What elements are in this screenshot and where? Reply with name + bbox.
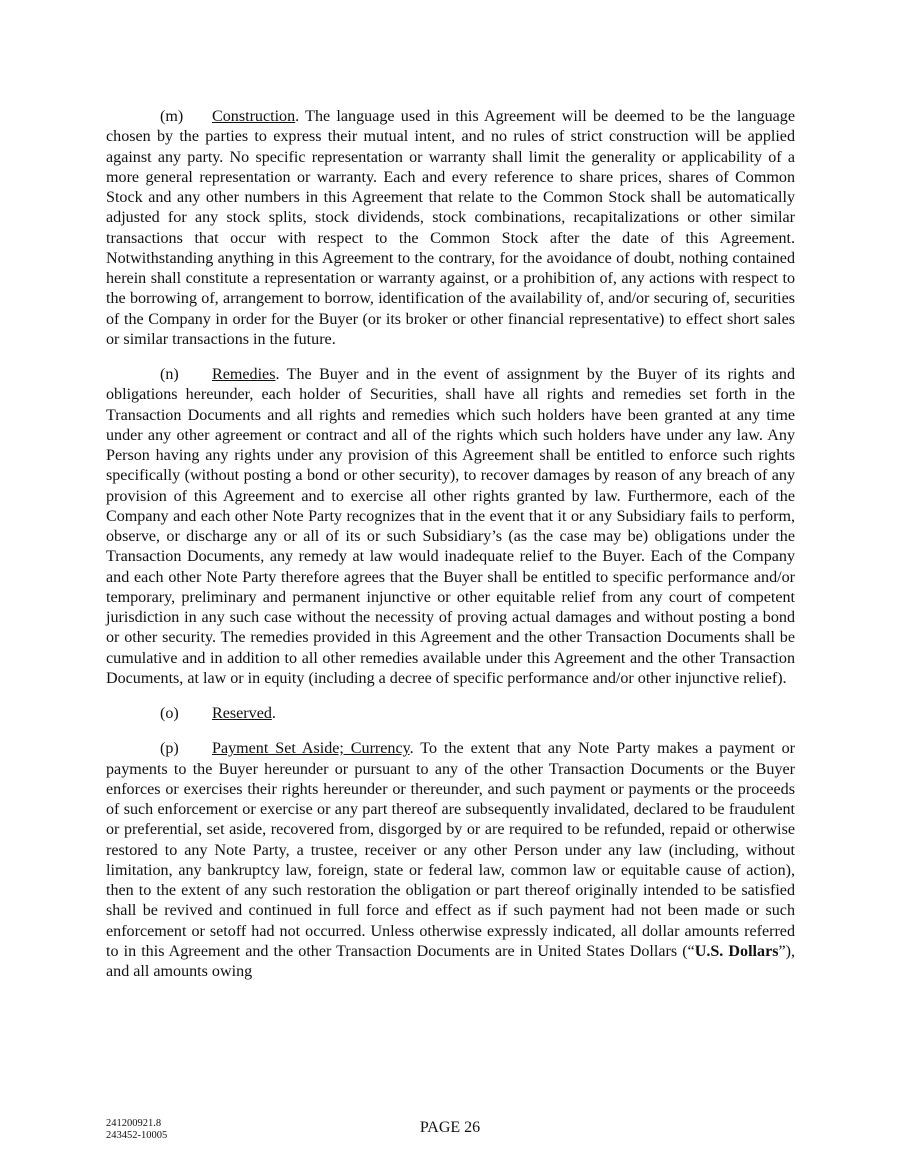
section-m (106, 107, 795, 350)
section-p (106, 739, 795, 982)
section-body: . The Buyer and in the event of assignment by the Buyer of its rights and obligations hereunder, each holder of Securities, shall have all rights and remedies set forth in the Transaction Documents and all rights and remedies which such holders have been granted at any time under any other agreement or contract and all of the rights which such holders have under any law. Any Person having any rights under any provision of this Agreement shall be entitled to enforce such rights specifically (without posting a bond or other security), to recover damages by reason of any breach of any provision of this Agreement and to exercise all other rights granted by law. Furthermore, each of the Company and each other Note Party recognizes that in the event that it or any Subsidiary fails to perform, observe, or discharge any or all of its or such Subsidiary’s (as the case may be) obligations under the Transaction Documents, any remedy at law would inadequate relief to the Buyer. Each of the Company and each other Note Party therefore agrees that the Buyer shall be entitled to specific performance and/or temporary, preliminary and permanent injunctive or other equitable relief from any court of competent jurisdiction in any such case without the necessity of proving actual damages and without posting a bond or other security. The remedies provided in this Agreement and the other Transaction Documents shall be cumulative and in addition to all other remedies available under this Agreement and the other Transaction Documents, at law or in equity (including a decree of specific performance and/or other injunctive relief). (106, 366, 795, 687)
section-n (106, 365, 795, 689)
section-number: (m) (160, 108, 184, 125)
section-body: . To the extent that any Note Party makes a payment or payments to the Buyer hereunder or pursuant to any of the other Transaction Documents or the Buyer enforces or exercises their rights hereunder or thereunder, and such payment or payments or the proceeds of such enforcement or exercise or any part thereof are subsequently invalidated, declared to be fraudulent or preferential, set aside, recovered from, disgorged by or are required to be refunded, repaid or otherwise restored to any Note Party, a trustee, receiver or any other Person under any law (including, without limitation, any bankruptcy law, foreign, state or federal law, common law or equitable cause of action), then to the extent of any such restoration the obligation or part thereof originally intended to be satisfied shall be revived and continued in full force and effect as if such payment had not been made or such enforcement or setoff had not occurred. Unless otherwise expressly indicated, all dollar amounts referred to in this Agreement and the other Transaction Documents are in United States Dollars (“ (106, 740, 796, 960)
section-heading: Construction (212, 108, 296, 125)
document-page (106, 107, 795, 997)
section-body: . The language used in this Agreement will be deemed to be the language chosen by the parties to express their mutual intent, and no rules of strict construction will be applied against any party. No specific representation or warranty shall limit the generality or applicability of a more general representation or warranty. Each and every reference to share prices, shares of Common Stock and any other numbers in this Agreement that relate to the Common Stock shall be automatically adjusted for any stock splits, stock dividends, stock combinations, recapitalizations or other similar transactions that occur with respect to the Common Stock after the date of this Agreement. Notwithstanding anything in this Agreement to the contrary, for the avoidance of doubt, nothing contained herein shall constitute a representation or warranty against, or a prohibition of, any actions with respect to the borrowing of, arrangement to borrow, identification of the availability of, and/or securing of, securities of the Company in order for the Buyer (or its broker or other financial representative) to effect short sales or similar transactions in the future. (106, 108, 795, 348)
section-o (106, 704, 795, 724)
section-body: . (271, 705, 276, 722)
section-number: (n) (160, 366, 179, 383)
page-number: PAGE 26 (419, 1119, 481, 1136)
section-heading: Remedies (212, 366, 276, 383)
section-number: (o) (160, 705, 179, 722)
section-heading: Payment Set Aside; Currency (212, 740, 410, 758)
defined-term: U.S. Dollars (694, 942, 779, 960)
document-id-line-2: 243452-10005 (106, 1130, 168, 1141)
section-number: (p) (160, 740, 179, 758)
section-body-continued: ”), and all amounts owing (106, 942, 796, 980)
section-heading: Reserved (212, 705, 272, 722)
document-id-line-1: 241200921.8 (106, 1118, 162, 1129)
